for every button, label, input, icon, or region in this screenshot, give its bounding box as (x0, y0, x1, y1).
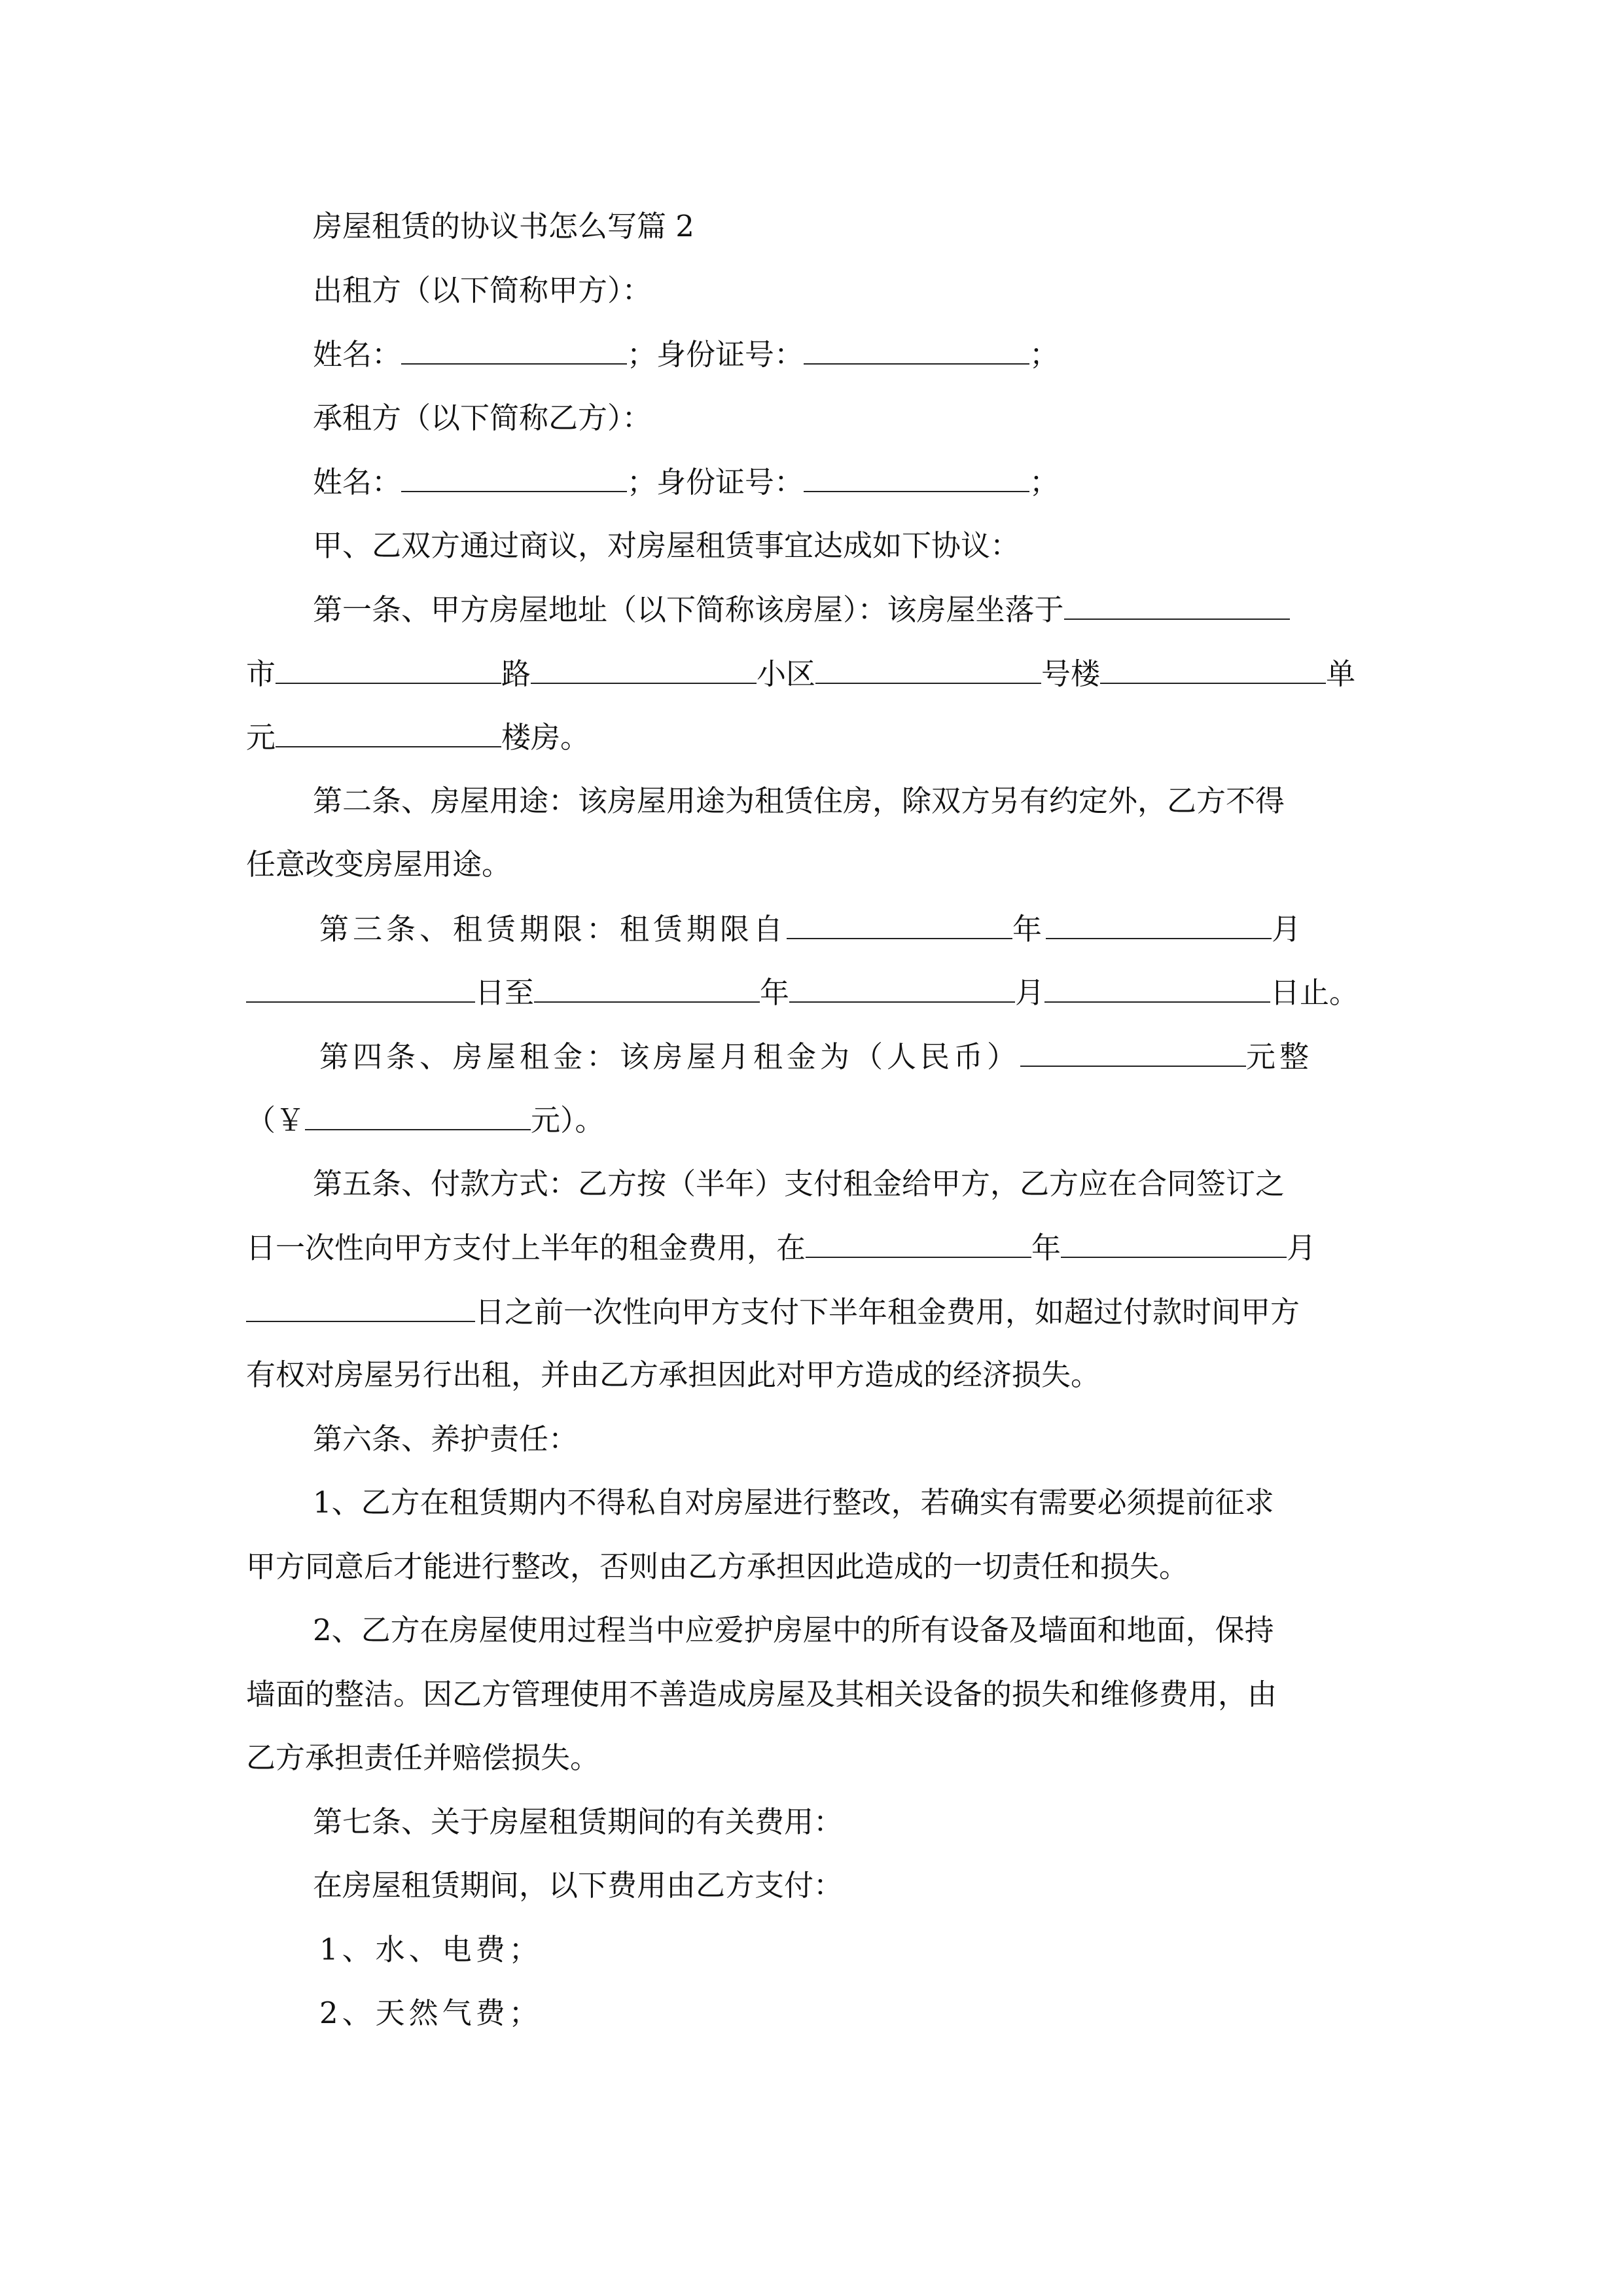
art1-unit-b: 元 (246, 720, 276, 755)
art2-text-1: 第二条、房屋用途：该房屋用途为租赁住房，除双方另有约定外，乙方不得 (313, 783, 1285, 818)
doc-title (0, 207, 1623, 246)
art1-line3 (0, 717, 1623, 757)
art1-line2 (0, 654, 1623, 694)
art1-location-blank[interactable] (1064, 590, 1290, 620)
lessee-sep: ； (627, 465, 657, 499)
lessor-name-label: 姓名： (313, 337, 402, 372)
art5-line3 (0, 1292, 1623, 1332)
art5-month-blank[interactable] (1061, 1228, 1287, 1258)
lessee-heading-text: 承租方（以下简称乙方）： (313, 401, 652, 435)
art5-text-2: 日一次性向甲方支付上半年的租金费用，在 (246, 1230, 806, 1265)
art7-item1-text: 1、水、电费； (319, 1932, 543, 1967)
art7-intro-text: 在房屋租赁期间，以下费用由乙方支付： (313, 1868, 844, 1903)
art5-text-3: 日之前一次性向甲方支付下半年租金费用，如超过付款时间甲方 (475, 1295, 1300, 1329)
lessee-id-blank[interactable] (804, 462, 1029, 492)
lessor-id-blank[interactable] (804, 334, 1029, 365)
art3-end-year-blank[interactable] (534, 973, 760, 1003)
art1-city: 市 (246, 656, 276, 691)
art7-item2 (0, 1994, 1623, 2033)
art6-item2-line2 (0, 1675, 1623, 1714)
agreement-intro (0, 526, 1623, 565)
art6-item1-line2 (0, 1547, 1623, 1587)
art5-day-blank[interactable] (246, 1292, 475, 1322)
art6-item1-text-1: 1、乙方在租赁期内不得私自对房屋进行整改，若确实有需要必须提前征求 (313, 1485, 1274, 1520)
art5-line2 (0, 1228, 1623, 1268)
art1-city-blank[interactable] (276, 654, 501, 684)
doc-title-text: 房屋租赁的协议书怎么写篇 2 (313, 209, 694, 243)
art3-year: 年 (1012, 912, 1046, 946)
art5-line1 (0, 1164, 1623, 1204)
lessee-fields (0, 462, 1623, 502)
art2-line1 (0, 781, 1623, 821)
lessee-id-label: 身份证号： (656, 465, 804, 499)
art6-item1-text-2: 甲方同意后才能进行整改，否则由乙方承担因此造成的一切责任和损失。 (246, 1549, 1189, 1584)
art7-item1 (0, 1930, 1623, 1969)
art1-road-blank[interactable] (531, 654, 757, 684)
art1-community: 小区 (757, 656, 816, 691)
art4-yen-blank[interactable] (305, 1100, 531, 1130)
lessee-end: ； (1029, 465, 1060, 499)
art4-yen-open: （￥ (246, 1103, 306, 1138)
art5-text-4: 有权对房屋另行出租，并由乙方承担因此对甲方造成的经济损失。 (246, 1357, 1101, 1392)
art5-line4 (0, 1355, 1623, 1395)
art4-yen-close: 元）。 (531, 1103, 605, 1138)
lessor-heading (0, 271, 1623, 310)
art1-building-blank[interactable] (1100, 654, 1326, 684)
art4-rent-blank[interactable] (1020, 1037, 1246, 1067)
art1-building: 号楼 (1041, 656, 1101, 691)
lessee-heading (0, 399, 1623, 438)
lessor-heading-text: 出租方（以下简称甲方）： (313, 273, 652, 308)
art5-year-blank[interactable] (806, 1228, 1031, 1258)
art3-start-year-blank[interactable] (787, 909, 1012, 939)
art3-year2: 年 (760, 975, 790, 1010)
art5-month: 月 (1287, 1230, 1317, 1265)
art3-line1 (0, 909, 1623, 949)
art5-text-1: 第五条、付款方式：乙方按（半年）支付租金给甲方，乙方应在合同签订之 (313, 1166, 1285, 1201)
art1-text: 第一条、甲方房屋地址（以下简称该房屋）：该房屋坐落于 (313, 592, 1064, 627)
art1-road: 路 (501, 656, 531, 691)
art3-start-month-blank[interactable] (1046, 909, 1272, 939)
art3-line2 (0, 973, 1623, 1013)
art3-day-end: 日止。 (1270, 975, 1359, 1010)
lessee-name-label: 姓名： (313, 465, 402, 499)
art6-item1-line1 (0, 1483, 1623, 1522)
lessor-id-label: 身份证号： (656, 337, 804, 372)
agreement-intro-text: 甲、乙双方通过商议，对房屋租赁事宜达成如下协议： (313, 528, 1020, 563)
art2-line2 (0, 845, 1623, 884)
art3-end-month-blank[interactable] (789, 973, 1015, 1003)
art6-item2-text-3: 乙方承担责任并赔偿损失。 (246, 1740, 600, 1775)
art4-whole: 元整 (1246, 1039, 1313, 1074)
art6-heading (0, 1420, 1623, 1459)
art4-line1 (0, 1037, 1623, 1077)
lessor-sep: ； (627, 337, 657, 372)
lessor-fields (0, 334, 1623, 374)
art6-item2-text-2: 墙面的整洁。因乙方管理使用不善造成房屋及其相关设备的损失和维修费用，由 (246, 1677, 1277, 1712)
art3-start-day-blank[interactable] (246, 973, 475, 1003)
art6-item2-line1 (0, 1611, 1623, 1650)
art7-heading (0, 1803, 1623, 1842)
art7-heading-text: 第七条、关于房屋租赁期间的有关费用： (313, 1804, 844, 1839)
art6-heading-text: 第六条、养护责任： (313, 1422, 579, 1456)
art1-floor: 楼房。 (501, 720, 590, 755)
art3-text: 第三条、租赁期限：租赁期限自 (319, 912, 787, 946)
art2-text-2: 任意改变房屋用途。 (246, 847, 512, 882)
art6-item2-line3 (0, 1738, 1623, 1778)
lessee-name-blank[interactable] (401, 462, 627, 492)
art5-year: 年 (1031, 1230, 1061, 1265)
lessor-name-blank[interactable] (401, 334, 627, 365)
art7-item2-text: 2、天然气费； (319, 1996, 543, 2030)
art4-text: 第四条、房屋租金：该房屋月租金为（人民币） (319, 1039, 1021, 1074)
art1-unit-blank[interactable] (276, 717, 501, 747)
art1-line1 (0, 590, 1623, 630)
lessor-end: ； (1029, 337, 1060, 372)
art3-end-day-blank[interactable] (1044, 973, 1270, 1003)
art3-month2: 月 (1015, 975, 1045, 1010)
art3-day-to: 日至 (475, 975, 535, 1010)
art3-month: 月 (1272, 912, 1306, 946)
art6-item2-text-1: 2、乙方在房屋使用过程当中应爱护房屋中的所有设备及墙面和地面，保持 (313, 1613, 1274, 1647)
art7-intro (0, 1866, 1623, 1905)
art1-community-blank[interactable] (815, 654, 1041, 684)
art4-line2 (0, 1100, 1623, 1140)
art1-unit-a: 单 (1326, 656, 1356, 691)
